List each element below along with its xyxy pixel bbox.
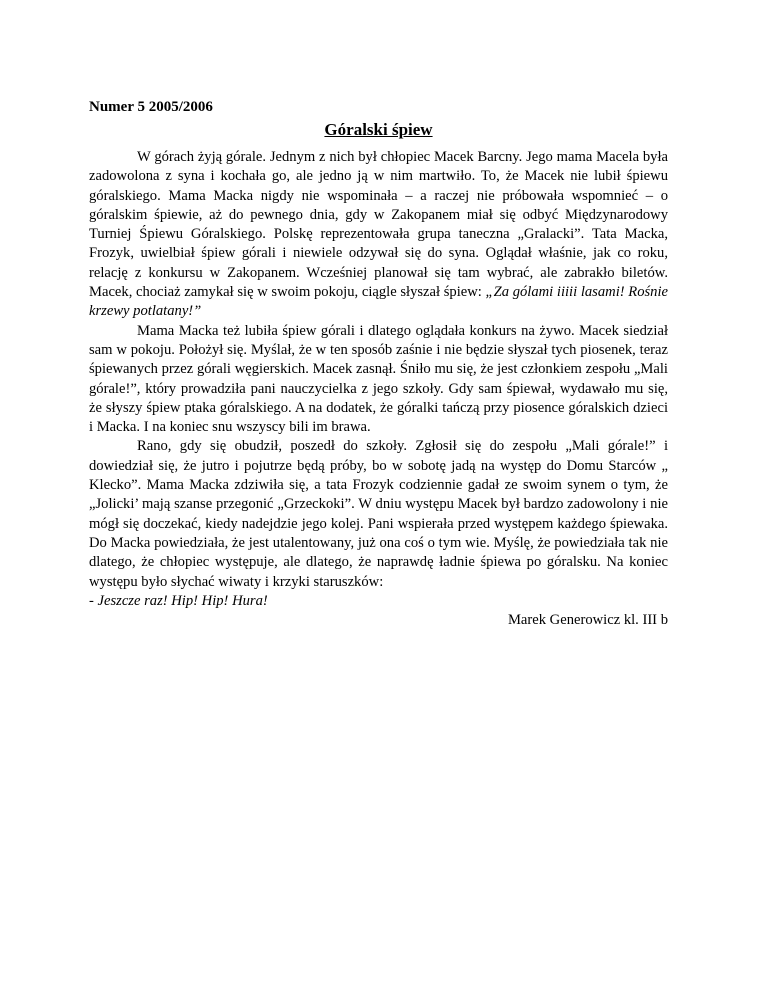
document-page — [89, 98, 668, 630]
article-body — [89, 148, 668, 611]
article-title: Góralski śpiew — [324, 120, 433, 139]
paragraph-3: Rano, gdy się obudził, poszedł do szkoły. Zgłosił się do zespołu „Mali górale!” i dowiedział się, że jutro i pojutrze będą próby, bo w sobotę jadą na występ do Domu Starców „ Klecko”. Mama Macka zdziwiła się, a tata Frozyk codziennie gadał ze swoim synem o tym, że „Jolicki’ mają szanse przegonić „Grzeckoki”. W dniu występu Macek był bardzo zadowolony i nie mógł się doczekać, kiedy nadejdzie jego kolej. Pani wspierała przed występem każdego śpiewaka. Do Macka powiedziała, że jest utalentowany, już ona coś o tym wie. Myślę, że powiedziała tak nie dlatego, że chłopiec występuje, ale dlatego, że naprawdę ładnie śpiewa po góralsku. Na koniec występu było słychać wiwaty i krzyki staruszków: — [89, 438, 668, 590]
song-quote: „Za gólami iiiii lasami! Rośnie krzewy potlatany!” — [89, 284, 668, 320]
cheer-quote: - Jeszcze raz! Hip! Hip! Hura! — [89, 592, 268, 609]
paragraph-2: Mama Macka też lubiła śpiew górali i dlatego oglądała konkurs na żywo. Macek siedział sam w pokoju. Położył się. Myślał, że w ten sposób zaśnie i nie będzie słyszał tych piosenek, teraz śpiewanych przez górali węgierskich. Macek zasnął. Śniło mu się, że jest członkiem zespołu „Mali górale!”, który prowadziła pani nauczycielka z jego szkoły. Gdy sam śpiewał, wydawało mu się, że słyszy śpiew ptaka góralskiego. A na dodatek, że góralki tańczą przy piosence góralskich dzieci i Macka. I na koniec snu wszyscy bili im brawa. — [89, 322, 668, 436]
author-signature: Marek Generowicz kl. III b — [507, 612, 668, 629]
issue-number: Numer 5 2005/2006 — [89, 99, 213, 115]
paragraph-1-text: W górach żyją górale. Jednym z nich był chłopiec Macek Barcny. Jego mama Macela była zadowolona z syna i kochała go, ale jedno ją w nim martwiło. To, że Macek nie lubił śpiewu góralskiego. Mama Macka nigdy nie wspominała – a raczej nie próbowała wspomnieć – o góralskim śpiewie, aż do pewnego dnia, gdy w Zakopanem miał się odbyć Międzynarodowy Turniej Śpiewu Góralskiego. Polskę reprezentowała grupa taneczna „Gralacki”. Tata Macka, Frozyk, uwielbiał śpiew górali i niewiele odzywał się do syna. Oglądał właśnie, jak co roku, relację z konkursu w Zakopanem. Wcześniej planował się tam wybrać, ale zabrakło biletów. Macek, chociaż zamykał się w swoim pokoju, ciągle słyszał śpiew: — [89, 149, 668, 301]
paragraph-4 — [89, 592, 668, 611]
paragraph-1 — [89, 148, 668, 322]
